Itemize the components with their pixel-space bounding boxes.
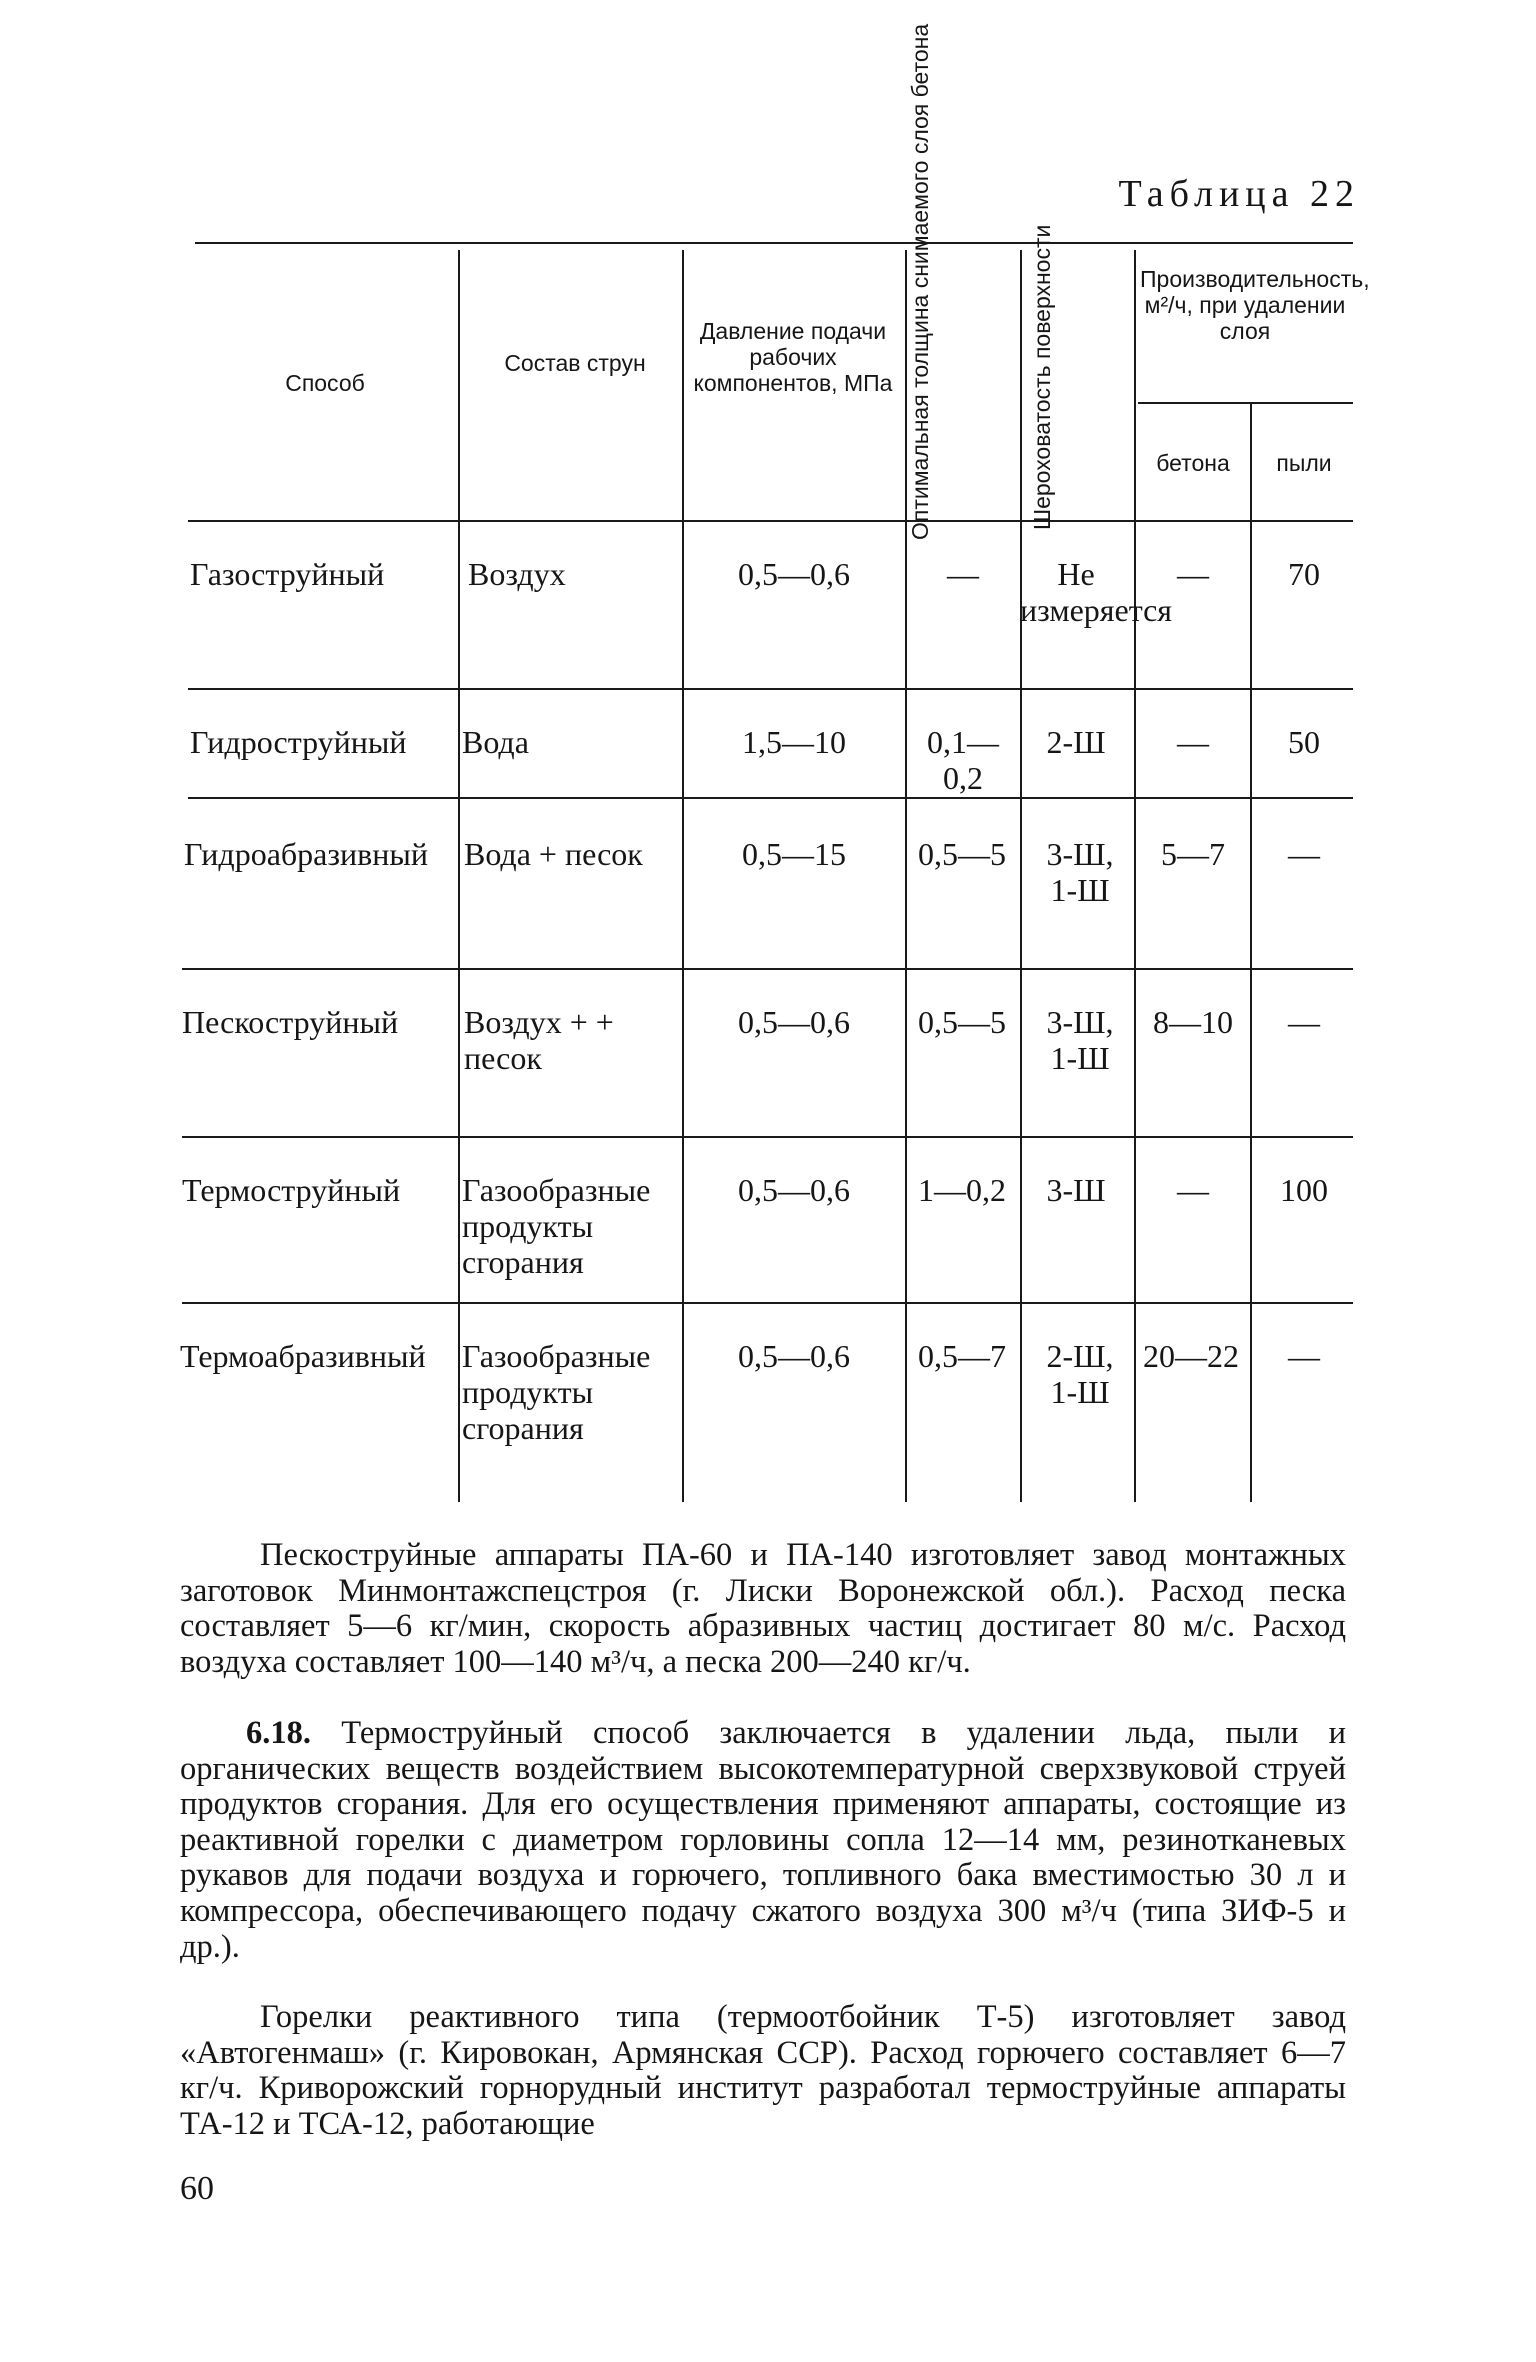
table-top-rule bbox=[195, 242, 1353, 244]
table-cell-thickness: 0,5—5 bbox=[918, 1004, 1006, 1040]
table-cell-roughness: 3-Ш bbox=[1046, 1172, 1106, 1208]
col-rule-4 bbox=[1020, 250, 1022, 1502]
header-thickness: Оптимальная толщина снимаемого слоя бетона bbox=[907, 23, 933, 540]
header-method: Способ bbox=[285, 370, 365, 396]
table-cell-composition: Газообразные продукты сгорания bbox=[462, 1338, 651, 1446]
col-rule-2 bbox=[682, 250, 684, 1502]
header-jet-composition: Состав струн bbox=[504, 350, 646, 376]
table-cell-pressure: 0,5—0,6 bbox=[738, 1004, 850, 1040]
table-cell-thickness: 0,5—7 bbox=[918, 1338, 1006, 1374]
table-cell-concrete: — bbox=[1177, 1172, 1209, 1208]
table-cell-composition: Вода + песок bbox=[464, 836, 643, 872]
productivity-subheader-rule bbox=[1138, 402, 1353, 404]
body-paragraph-3: Горелки реактивного типа (термоотбойник Т-5) изготовляет завод «Автогенмаш» (г. Кировокан, Армянская ССР). Расход горючего составляет 6—7 кг/ч. Криворожский горнорудный институт разработал термоструйные аппараты ТА-12 и ТСА-12, работающие bbox=[180, 1999, 1346, 2142]
table-cell-composition: Вода bbox=[462, 724, 529, 760]
table-cell-roughness: 2-Ш bbox=[1046, 724, 1106, 760]
header-roughness: Шероховатость поверхности bbox=[1029, 224, 1055, 530]
table-cell-composition: Воздух + + песок bbox=[464, 1004, 614, 1076]
row-rule-4 bbox=[182, 1136, 1353, 1138]
table-cell-pressure: 0,5—15 bbox=[742, 836, 846, 872]
table-cell-thickness: — bbox=[947, 556, 979, 592]
table-cell-pressure: 1,5—10 bbox=[742, 724, 846, 760]
table-cell-pressure: 0,5—0,6 bbox=[738, 556, 850, 592]
table-cell-method: Гидроабразивный bbox=[184, 836, 428, 872]
table-cell-thickness: 0,1—0,2 bbox=[927, 724, 999, 796]
table-cell-concrete: 8—10 bbox=[1153, 1004, 1233, 1040]
row-rule-5 bbox=[182, 1302, 1353, 1304]
col-rule-5 bbox=[1134, 250, 1136, 1502]
header-productivity-dust: пыли bbox=[1276, 450, 1332, 476]
table-cell-method: Пескоструйный bbox=[182, 1004, 399, 1040]
table-caption: Таблица 22 bbox=[1118, 173, 1360, 215]
table-cell-roughness: 3-Ш, 1-Ш bbox=[1046, 1004, 1114, 1076]
header-productivity: Производительность, м²/ч, при удалении слоя bbox=[1140, 266, 1370, 344]
table-cell-concrete: — bbox=[1177, 556, 1209, 592]
section-text: Термоструйный способ заключается в удалении льда, пыли и органических веществ воздействием высокотемпературной сверхзвуковой струей продуктов сгорания. Для его осуществления применяют аппараты, состоящие из реактивной горелки с диаметром горловины сопла 12—14 мм, резинотканевых рукавов для подачи воздуха и горючего, топливного бака вместимостью 30 л и компрессора, обеспечивающего подачу сжатого воздуха 300 м³/ч (типа ЗИФ-5 и др.). bbox=[180, 1715, 1347, 1965]
section-number: 6.18. bbox=[246, 1715, 311, 1751]
table-cell-composition: Воздух bbox=[468, 556, 566, 592]
table-cell-dust: 100 bbox=[1280, 1172, 1328, 1208]
body-paragraph-2 bbox=[180, 1716, 1346, 1965]
table-cell-method: Термоабразивный bbox=[180, 1338, 426, 1374]
header-productivity-concrete: бетона bbox=[1156, 450, 1230, 476]
page-number: 60 bbox=[180, 2170, 214, 2207]
table-cell-concrete: 5—7 bbox=[1161, 836, 1225, 872]
table-cell-roughness: 3-Ш, 1-Ш bbox=[1046, 836, 1114, 908]
table-cell-dust: 70 bbox=[1288, 556, 1320, 592]
table-cell-concrete: — bbox=[1177, 724, 1209, 760]
table-cell-thickness: 0,5—5 bbox=[918, 836, 1006, 872]
body-paragraph-1: Пескоструйные аппараты ПА-60 и ПА-140 изготовляет завод монтажных заготовок Минмонтажспецстроя (г. Лиски Воронежской обл.). Расход песка составляет 5—6 кг/мин, скорость абразивных частиц достигает 80 м/с. Расход воздуха составляет 100—140 м³/ч, а песка 200—240 кг/ч. bbox=[180, 1537, 1346, 1680]
header-pressure: Давление подачи рабочих компонентов, МПа bbox=[693, 318, 893, 396]
table-cell-method: Гидроструйный bbox=[190, 724, 407, 760]
table-cell-dust: — bbox=[1288, 836, 1320, 872]
table-cell-pressure: 0,5—0,6 bbox=[738, 1172, 850, 1208]
table-cell-roughness: 2-Ш, 1-Ш bbox=[1046, 1338, 1114, 1410]
col-rule-1 bbox=[458, 250, 460, 1502]
row-rule-3 bbox=[182, 968, 1353, 970]
table-cell-pressure: 0,5—0,6 bbox=[738, 1338, 850, 1374]
row-rule-1 bbox=[188, 688, 1353, 690]
table-cell-thickness: 1—0,2 bbox=[918, 1172, 1006, 1208]
table-cell-composition: Газообразные продукты сгорания bbox=[462, 1172, 651, 1280]
row-rule-2 bbox=[188, 797, 1353, 799]
table-cell-dust: — bbox=[1288, 1338, 1320, 1374]
table-cell-method: Термоструйный bbox=[182, 1172, 401, 1208]
table-cell-concrete: 20—22 bbox=[1143, 1338, 1239, 1374]
table-cell-dust: 50 bbox=[1288, 724, 1320, 760]
table-cell-roughness: Не измеряется bbox=[1020, 556, 1172, 628]
header-bottom-rule bbox=[188, 520, 1353, 522]
table-cell-method: Газоструйный bbox=[190, 556, 385, 592]
table-cell-dust: — bbox=[1288, 1004, 1320, 1040]
